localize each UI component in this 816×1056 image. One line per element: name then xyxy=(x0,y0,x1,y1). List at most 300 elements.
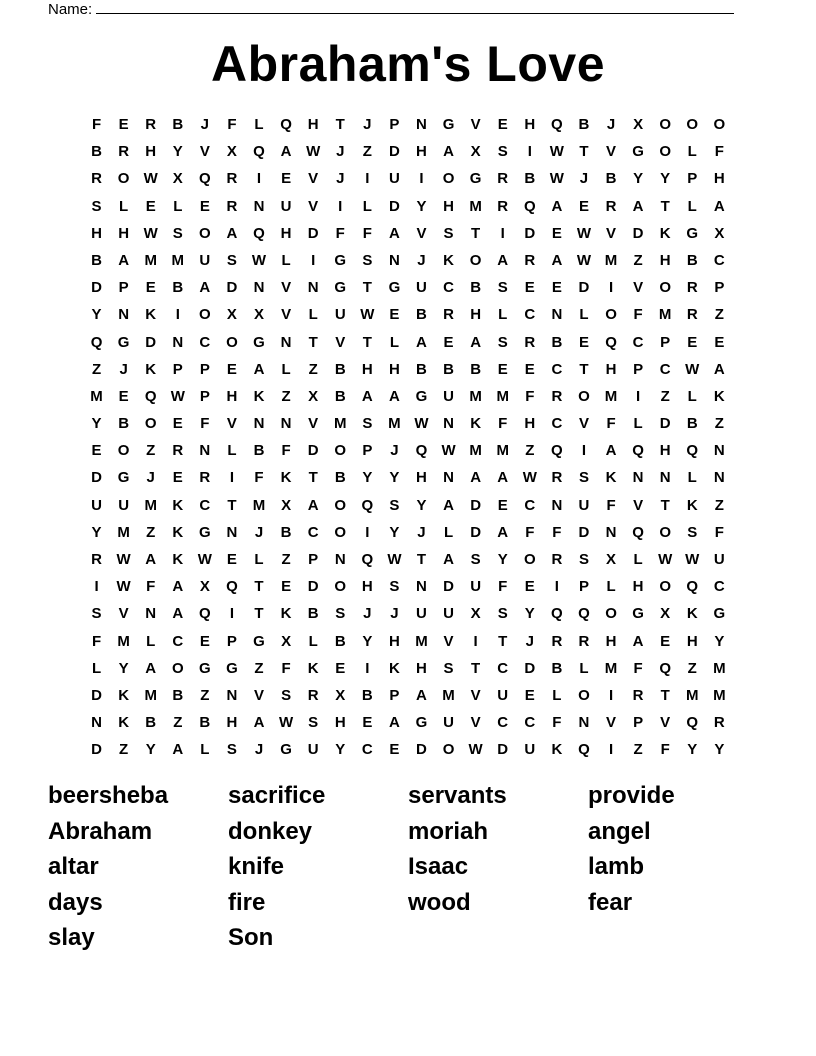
grid-letter: D xyxy=(388,197,400,215)
grid-letter: N xyxy=(91,714,102,732)
grid-letter: O xyxy=(659,116,672,133)
word-bank-item: fear xyxy=(588,888,633,916)
grid-letter: Y xyxy=(633,170,644,188)
grid-letter: Y xyxy=(389,523,400,541)
grid-letter: I xyxy=(256,170,262,188)
grid-letter: U xyxy=(524,741,536,759)
grid-letter: O xyxy=(334,496,347,514)
grid-letter: L xyxy=(687,469,697,487)
grid-letter: Q xyxy=(578,605,590,623)
grid-letter: S xyxy=(281,686,292,704)
grid-letter: E xyxy=(199,197,210,215)
grid-letter: L xyxy=(281,360,291,378)
grid-letter: W xyxy=(306,143,321,161)
grid-letter: U xyxy=(416,605,427,623)
grid-letter: T xyxy=(227,496,237,514)
grid-letter: X xyxy=(606,551,617,568)
grid-letter: A xyxy=(443,143,454,161)
grid-letter: W xyxy=(549,170,564,188)
grid-letter: L xyxy=(687,143,697,161)
grid-letter: U xyxy=(388,170,400,188)
grid-letter: K xyxy=(253,387,265,405)
grid-letter: V xyxy=(254,686,265,704)
grid-letter: K xyxy=(172,496,184,514)
grid-letter: C xyxy=(524,496,536,514)
grid-letter: P xyxy=(308,551,319,568)
grid-letter: J xyxy=(336,170,345,188)
grid-letter: E xyxy=(362,714,373,732)
grid-letter: S xyxy=(389,578,400,596)
grid-letter: B xyxy=(334,469,346,487)
grid-letter: B xyxy=(686,251,698,269)
grid-letter: F xyxy=(552,714,562,732)
grid-letter: F xyxy=(362,224,372,242)
grid-letter: N xyxy=(713,442,725,460)
grid-letter: B xyxy=(172,686,184,704)
grid-letter: A xyxy=(118,251,130,269)
grid-letter: M xyxy=(117,632,130,650)
grid-letter: A xyxy=(443,496,454,514)
grid-letter: N xyxy=(226,686,238,704)
grid-letter: A xyxy=(632,197,644,215)
grid-letter: V xyxy=(633,496,644,514)
grid-letter: U xyxy=(470,578,482,596)
grid-letter: V xyxy=(470,686,481,704)
grid-letter: H xyxy=(416,469,427,487)
grid-letter: A xyxy=(145,551,157,568)
grid-letter: K xyxy=(172,551,184,568)
grid-letter: N xyxy=(307,279,319,297)
grid-letter: S xyxy=(308,714,319,732)
grid-letter: Z xyxy=(362,143,372,161)
grid-letter: H xyxy=(91,224,102,242)
grid-letter: P xyxy=(578,578,589,596)
grid-letter: H xyxy=(470,306,482,324)
grid-letter: D xyxy=(91,741,102,759)
grid-row xyxy=(83,356,733,383)
grid-letter: Q xyxy=(578,741,590,759)
grid-letter: Y xyxy=(524,605,535,623)
grid-letter: E xyxy=(551,224,562,242)
grid-letter: Q xyxy=(632,442,644,460)
grid-letter: Z xyxy=(525,442,535,460)
grid-letter: I xyxy=(419,170,424,188)
grid-letter: J xyxy=(390,442,399,460)
grid-letter: J xyxy=(606,116,616,133)
grid-letter: W xyxy=(685,360,700,378)
grid-letter: M xyxy=(117,523,130,541)
grid-letter: W xyxy=(441,442,456,460)
grid-letter: I xyxy=(608,279,614,297)
grid-letter: H xyxy=(524,415,536,433)
grid-letter: Q xyxy=(415,442,428,460)
grid-letter: B xyxy=(416,360,427,378)
grid-letter: E xyxy=(497,496,508,514)
grid-letter: V xyxy=(199,143,210,161)
grid-letter: Q xyxy=(686,578,699,596)
grid-letter: Z xyxy=(714,496,724,514)
grid-letter: V xyxy=(335,333,346,351)
grid-letter: O xyxy=(199,224,211,242)
grid-row xyxy=(83,573,733,600)
grid-letter: W xyxy=(414,415,429,433)
grid-letter: C xyxy=(524,306,536,324)
grid-letter: A xyxy=(551,251,563,269)
grid-letter: K xyxy=(470,415,482,433)
grid-letter: D xyxy=(524,659,536,677)
grid-letter: I xyxy=(175,306,180,324)
grid-letter: J xyxy=(417,251,426,269)
grid-letter: Y xyxy=(145,741,156,759)
grid-letter: W xyxy=(468,741,483,759)
grid-letter: M xyxy=(333,415,347,433)
word-bank-item: Son xyxy=(228,924,274,952)
grid-letter: C xyxy=(713,578,725,596)
grid-letter: B xyxy=(307,605,319,623)
grid-letter: M xyxy=(713,659,726,677)
grid-letter: A xyxy=(226,224,238,242)
grid-letter: P xyxy=(660,333,671,351)
grid-letter: M xyxy=(713,686,726,704)
grid-letter: F xyxy=(714,523,724,541)
grid-letter: J xyxy=(336,143,345,161)
word-bank-item: wood xyxy=(408,888,471,916)
grid-letter: P xyxy=(172,360,183,378)
grid-letter: A xyxy=(388,224,400,242)
grid-letter: F xyxy=(335,224,345,242)
grid-letter: X xyxy=(281,632,292,650)
grid-letter: R xyxy=(443,306,454,324)
grid-letter: O xyxy=(144,415,157,433)
grid-letter: R xyxy=(686,306,698,324)
grid-letter: G xyxy=(226,659,238,677)
grid-letter: I xyxy=(311,251,316,269)
grid-letter: K xyxy=(659,224,671,242)
grid-letter: C xyxy=(551,360,563,378)
grid-letter: Z xyxy=(146,442,156,460)
grid-letter: V xyxy=(308,170,319,188)
grid-letter: D xyxy=(91,686,102,704)
grid-letter: J xyxy=(200,116,210,133)
grid-letter: Z xyxy=(200,686,210,704)
grid-letter: W xyxy=(170,387,185,405)
grid-row xyxy=(83,220,733,247)
grid-letter: C xyxy=(497,659,509,677)
grid-letter: O xyxy=(659,143,672,161)
grid-letter: J xyxy=(363,605,372,623)
grid-letter: Y xyxy=(118,659,129,677)
grid-letter: L xyxy=(606,578,616,596)
grid-letter: M xyxy=(442,686,455,704)
grid-letter: G xyxy=(334,279,347,297)
grid-letter: X xyxy=(335,686,346,704)
grid-letter: D xyxy=(416,741,427,759)
grid-letter: M xyxy=(415,632,428,650)
grid-letter: B xyxy=(91,143,102,161)
word-bank-item: fire xyxy=(228,888,266,916)
grid-letter: X xyxy=(470,143,481,161)
grid-letter: H xyxy=(713,170,725,188)
grid-letter: H xyxy=(280,224,292,242)
grid-letter: E xyxy=(335,659,346,677)
grid-letter: A xyxy=(253,360,265,378)
grid-letter: Z xyxy=(633,741,643,759)
grid-letter: L xyxy=(687,197,697,215)
grid-letter: V xyxy=(606,714,617,732)
name-field[interactable] xyxy=(48,0,734,18)
grid-letter: E xyxy=(145,279,156,297)
grid-letter: W xyxy=(143,170,158,188)
grid-letter: L xyxy=(227,442,237,460)
grid-letter: Q xyxy=(253,224,265,242)
grid-letter: B xyxy=(361,686,373,704)
grid-letter: R xyxy=(551,469,563,487)
grid-letter: J xyxy=(525,632,534,650)
grid-letter: B xyxy=(605,170,617,188)
grid-letter: F xyxy=(498,415,508,433)
grid-letter: A xyxy=(416,333,427,351)
grid-letter: L xyxy=(498,306,508,324)
grid-letter: C xyxy=(443,279,454,297)
grid-letter: F xyxy=(227,116,237,133)
grid-letter: X xyxy=(226,306,237,324)
grid-letter: C xyxy=(524,714,536,732)
grid-letter: H xyxy=(388,632,400,650)
grid-letter: R xyxy=(713,714,725,732)
grid-letter: Z xyxy=(714,415,724,433)
grid-letter: I xyxy=(500,224,505,242)
word-row xyxy=(48,920,768,956)
grid-letter: B xyxy=(199,714,211,732)
grid-letter: G xyxy=(415,387,428,405)
grid-row xyxy=(83,655,733,682)
grid-letter: L xyxy=(281,251,291,269)
grid-letter: E xyxy=(524,279,535,297)
grid-letter: K xyxy=(605,469,617,487)
grid-letter: R xyxy=(145,116,157,133)
grid-letter: F xyxy=(525,387,535,405)
grid-letter: S xyxy=(497,333,508,351)
grid-letter: U xyxy=(578,496,590,514)
grid-letter: Q xyxy=(361,496,374,514)
grid-letter: I xyxy=(473,632,478,650)
grid-row xyxy=(83,329,733,356)
grid-letter: B xyxy=(578,116,590,133)
grid-letter: S xyxy=(172,224,183,242)
grid-letter: B xyxy=(416,306,427,324)
grid-letter: M xyxy=(171,251,185,269)
grid-letter: O xyxy=(442,170,455,188)
grid-letter: I xyxy=(554,578,559,596)
grid-letter: M xyxy=(604,387,618,405)
grid-letter: F xyxy=(200,415,210,433)
grid-letter: V xyxy=(660,714,671,732)
grid-letter: B xyxy=(172,279,184,297)
grid-letter: V xyxy=(606,143,617,161)
grid-letter: W xyxy=(251,251,267,269)
word-bank-item: donkey xyxy=(228,817,313,845)
grid-letter: R xyxy=(226,197,238,215)
grid-letter: O xyxy=(713,116,726,133)
grid-letter: A xyxy=(713,360,725,378)
grid-letter: F xyxy=(146,578,156,596)
grid-letter: G xyxy=(442,116,455,133)
grid-letter: M xyxy=(469,197,482,215)
grid-letter: P xyxy=(389,686,400,704)
word-bank-item: Isaac xyxy=(408,853,469,881)
grid-letter: L xyxy=(362,197,372,215)
grid-letter: O xyxy=(659,279,672,297)
grid-letter: N xyxy=(172,333,184,351)
grid-letter: O xyxy=(117,170,130,188)
grid-letter: T xyxy=(579,143,589,161)
grid-letter: E xyxy=(443,333,454,351)
word-bank-item: sacrifice xyxy=(228,782,326,809)
grid-letter: F xyxy=(552,523,562,541)
grid-letter: M xyxy=(496,442,509,460)
grid-letter: W xyxy=(576,251,592,269)
grid-letter: B xyxy=(470,360,482,378)
grid-letter: O xyxy=(605,306,617,324)
grid-letter: G xyxy=(117,469,130,487)
grid-letter: H xyxy=(145,143,157,161)
grid-letter: N xyxy=(632,469,644,487)
grid-letter: R xyxy=(605,197,617,215)
grid-letter: T xyxy=(660,197,670,215)
grid-letter: H xyxy=(659,251,671,269)
grid-letter: J xyxy=(417,523,426,541)
grid-letter: F xyxy=(525,523,535,541)
grid-letter: R xyxy=(497,170,509,188)
word-bank-item: lamb xyxy=(588,853,645,881)
grid-letter: D xyxy=(91,469,102,487)
grid-letter: U xyxy=(334,306,346,324)
grid-letter: N xyxy=(659,469,671,487)
grid-letter: A xyxy=(172,578,184,596)
grid-letter: B xyxy=(470,279,482,297)
grid-letter: V xyxy=(118,605,129,623)
grid-letter: B xyxy=(551,659,563,677)
grid-letter: H xyxy=(605,360,617,378)
grid-letter: Q xyxy=(144,387,157,405)
grid-letter: D xyxy=(443,578,454,596)
grid-letter: X xyxy=(281,496,292,514)
grid-letter: Y xyxy=(389,469,400,487)
grid-letter: I xyxy=(527,143,532,161)
grid-letter: A xyxy=(361,387,373,405)
grid-letter: D xyxy=(632,224,644,242)
grid-row xyxy=(83,519,733,546)
grid-letter: Y xyxy=(362,632,373,650)
grid-letter: D xyxy=(470,523,482,541)
grid-letter: Y xyxy=(91,306,102,324)
grid-letter: A xyxy=(470,469,482,487)
grid-letter: S xyxy=(687,523,698,541)
grid-letter: O xyxy=(578,387,590,405)
grid-letter: B xyxy=(172,116,184,133)
grid-letter: L xyxy=(146,632,156,650)
grid-letter: X xyxy=(714,224,725,242)
grid-letter: N xyxy=(388,251,400,269)
grid-letter: N xyxy=(416,578,427,596)
grid-letter: G xyxy=(415,714,428,732)
grid-letter: S xyxy=(470,551,481,568)
word-bank-item: angel xyxy=(588,817,651,845)
grid-letter: L xyxy=(579,659,589,677)
grid-letter: I xyxy=(94,578,99,596)
grid-letter: E xyxy=(281,578,292,596)
grid-letter: Z xyxy=(173,714,183,732)
grid-letter: O xyxy=(469,251,482,269)
grid-letter: V xyxy=(470,714,481,732)
grid-letter: S xyxy=(497,279,508,297)
grid-letter: Y xyxy=(91,523,102,541)
word-bank-item: servants xyxy=(408,782,507,809)
grid-letter: A xyxy=(713,197,725,215)
grid-row xyxy=(83,247,733,274)
grid-letter: Z xyxy=(146,523,156,541)
grid-letter: T xyxy=(579,360,589,378)
grid-letter: R xyxy=(307,686,319,704)
grid-letter: B xyxy=(118,415,130,433)
grid-letter: G xyxy=(199,523,211,541)
grid-letter: B xyxy=(334,632,346,650)
grid-letter: P xyxy=(362,442,373,460)
grid-letter: N xyxy=(551,306,563,324)
grid-letter: S xyxy=(578,469,589,487)
grid-letter: O xyxy=(686,116,699,133)
grid-letter: A xyxy=(497,251,509,269)
grid-letter: A xyxy=(416,686,427,704)
grid-letter: T xyxy=(254,605,264,623)
grid-letter: I xyxy=(608,741,614,759)
grid-letter: H xyxy=(118,224,130,242)
word-bank-item: moriah xyxy=(408,817,489,845)
grid-letter: M xyxy=(388,415,401,433)
grid-letter: K xyxy=(280,469,292,487)
grid-letter: V xyxy=(226,415,237,433)
word-row xyxy=(48,778,768,814)
grid-letter: J xyxy=(390,605,399,623)
grid-letter: E xyxy=(578,197,589,215)
grid-letter: P xyxy=(199,387,210,405)
grid-row xyxy=(83,628,733,655)
grid-letter: F xyxy=(714,143,724,161)
grid-letter: B xyxy=(91,251,102,269)
grid-letter: F xyxy=(633,306,643,324)
grid-letter: W xyxy=(576,224,592,242)
grid-letter: X xyxy=(172,170,183,188)
grid-letter: R xyxy=(172,442,184,460)
grid-letter: J xyxy=(254,523,264,541)
grid-letter: J xyxy=(146,469,155,487)
grid-letter: Z xyxy=(687,659,697,677)
grid-letter: A xyxy=(307,496,319,514)
grid-letter: U xyxy=(443,714,454,732)
grid-letter: X xyxy=(226,143,237,161)
grid-row xyxy=(83,492,733,519)
grid-letter: W xyxy=(116,551,131,568)
grid-letter: H xyxy=(416,659,427,677)
grid-letter: S xyxy=(578,551,589,568)
grid-letter: U xyxy=(713,551,725,568)
grid-letter: Q xyxy=(199,605,211,623)
grid-letter: E xyxy=(118,116,129,133)
grid-letter: Z xyxy=(281,551,291,568)
grid-letter: M xyxy=(604,251,618,269)
grid-letter: G xyxy=(280,741,292,759)
grid-letter: D xyxy=(659,415,671,433)
